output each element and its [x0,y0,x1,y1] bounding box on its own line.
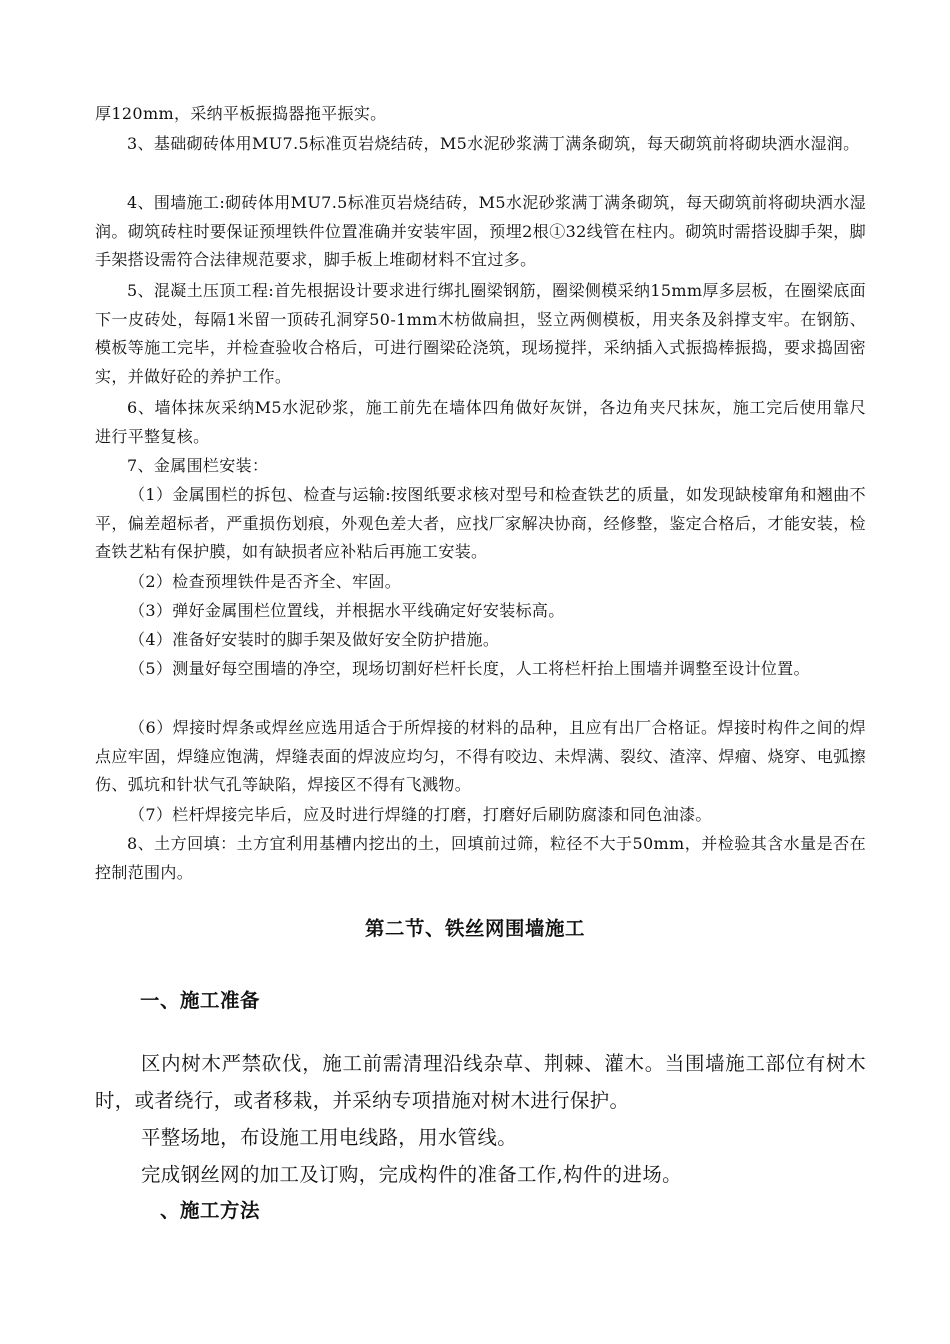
paragraph-item-6: 6、墙体抹灰采纳M5水泥砂浆，施工前先在墙体四角做好灰饼，各边角夹尺抹灰，施工完后使用靠尺进行平整复核。 [95,398,866,446]
paragraph-sub-2: （2）检查预埋铁件是否齐全、牢固。 [129,572,402,591]
paragraph-item-4: 4、围墙施工:砌砖体用MU7.5标准页岩烧结砖，M5水泥砂浆满丁满条砌筑，每天砌筑前将砌块洒水湿润。砌筑砖柱时要保证预埋铁件位置准确并安装牢固，预埋2根①32线管在柱内。砌筑时需搭设脚手架，脚手架搭设需符合法律规范要求，脚手板上堆砌材料不宜过多。 [95,193,866,270]
prep-paragraph-3: 完成钢丝网的加工及订购，完成构件的准备工作,构件的进场。 [141,1163,682,1186]
subheading-method: 、施工方法 [160,1199,260,1222]
paragraph-sub-5: （5）测量好每空围墙的净空，现场切割好栏杆长度，人工将栏杆抬上围墙并调整至设计位置。 [129,659,810,678]
paragraph-sub-6: （6）焊接时焊条或焊丝应选用适合于所焊接的材料的品种，且应有出厂合格证。焊接时构件之间的焊点应牢固，焊缝应饱满，焊缝表面的焊波应均匀，不得有咬边、未焊满、裂纹、渣滓、焊瘤、烧穿、电弧擦伤、弧坑和针状气孔等缺陷，焊接区不得有飞溅物。 [95,718,866,795]
paragraph-item-8: 8、土方回填：土方宜利用基槽内挖出的土，回填前过筛，粒径不大于50mm，并检验其含水量是否在控制范围内。 [95,834,866,882]
paragraph-sub-4: （4）准备好安装时的脚手架及做好安全防护措施。 [129,630,500,649]
paragraph-item-7: 7、金属围栏安装： [127,456,269,475]
paragraph-continuation: 厚120mm，采纳平板振捣器拖平振实。 [95,104,387,123]
section-title: 第二节、铁丝网围墙施工 [365,917,585,940]
paragraph-sub-3: （3）弹好金属围栏位置线，并根据水平线确定好安装标高。 [129,601,565,620]
prep-paragraph-1: 区内树木严禁砍伐，施工前需清理沿线杂草、荆棘、灌木。当围墙施工部位有树木时，或者绕行，或者移栽，并采纳专项措施对树木进行保护。 [95,1052,866,1113]
paragraph-item-3: 3、基础砌砖体用MU7.5标准页岩烧结砖，M5水泥砂浆满丁满条砌筑，每天砌筑前将砌块洒水湿润。 [127,134,860,153]
paragraph-sub-1: （1）金属围栏的拆包、检查与运输:按图纸要求核对型号和检查铁艺的质量，如发现缺棱窜角和翘曲不平，偏差超标者，严重损伤划痕，外观色差大者，应找厂家解决协商，经修整，鉴定合格后，才能安装，检查铁艺粘有保护膜，如有缺损者应补粘后再施工安装。 [95,485,866,562]
subheading-preparation: 一、施工准备 [140,989,260,1012]
paragraph-sub-7: （7）栏杆焊接完毕后，应及时进行焊缝的打磨，打磨好后刷防腐漆和同色油漆。 [129,805,712,824]
prep-paragraph-2: 平整场地，布设施工用电线路，用水管线。 [141,1126,518,1149]
paragraph-item-5: 5、混凝土压顶工程:首先根据设计要求进行绑扎圈梁钢筋，圈梁侧模采纳15mm厚多层板，在圈梁底面下一皮砖处，每隔1米留一顶砖孔洞穿50-1mm木枋做扁担，竖立两侧模板，用夹条及斜撑支牢。在钢筋、模板等施工完毕，并检查验收合格后，可进行圈梁砼浇筑，现场搅拌，采纳插入式振捣棒振捣，要求捣固密实，并做好砼的养护工作。 [95,281,866,386]
